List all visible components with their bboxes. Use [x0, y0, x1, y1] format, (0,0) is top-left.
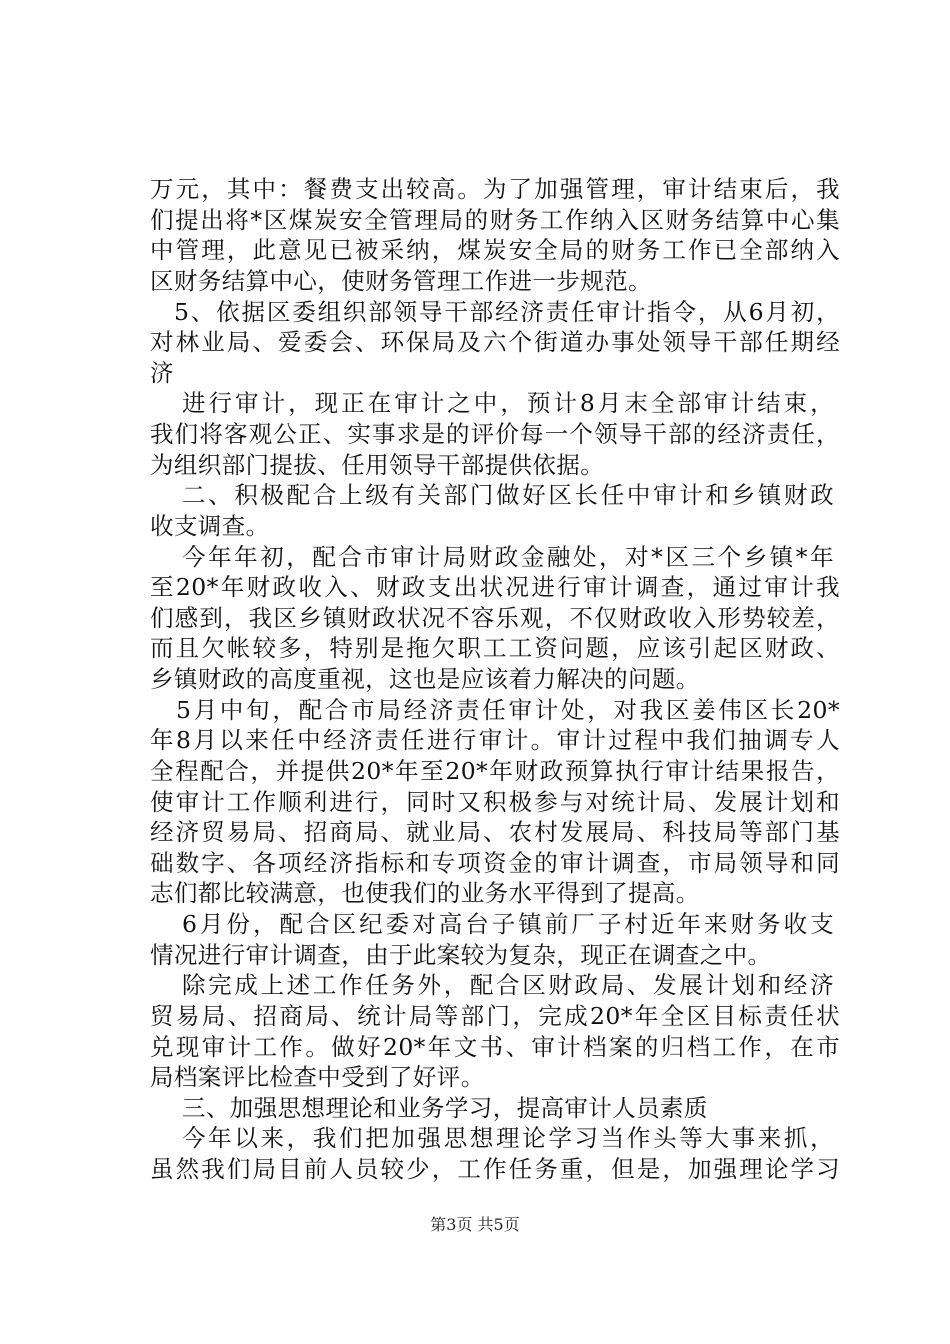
text-line: 兑现审计工作。做好20*年文书、审计档案的归档工作，在市	[150, 1033, 840, 1061]
text-line: 志们都比较满意，也使我们的业务水平得到了提高。	[150, 879, 700, 907]
text-line: 中管理，此意见已被采纳，煤炭安全局的财务工作已全部纳入	[150, 236, 840, 264]
text-line: 局档案评比检查中受到了好评。	[150, 1063, 485, 1091]
text-line: 使审计工作顺利进行，同时又积极参与对统计局、发展计划和	[150, 788, 840, 816]
text-line: 情况进行审计调查，由于此案较为复杂，现正在调查之中。	[150, 941, 772, 969]
text-line: 收支调查。	[150, 512, 270, 540]
text-line: 6月份，配合区纪委对高台子镇前厂子村近年来财务收支	[182, 910, 834, 938]
page-footer: 第3页 共5页	[430, 1215, 520, 1234]
text-line: 们提出将*区煤炭安全管理局的财务工作纳入区财务结算中心集	[150, 206, 840, 234]
text-line: 们感到，我区乡镇财政状况不容乐观，不仅财政收入形势较差，	[150, 604, 840, 632]
text-line: 全程配合，并提供20*年至20*年财政预算执行审计结果报告，	[150, 757, 840, 785]
text-line: 经济贸易局、招商局、就业局、农村发展局、科技局等部门基	[150, 818, 840, 846]
text-line: 5月中旬，配合市局经济责任审计处，对我区姜伟区长20*	[176, 696, 840, 724]
text-line: 5、依据区委组织部领导干部经济责任审计指令，从6月初，	[174, 298, 840, 326]
text-line: 区财务结算中心，使财务管理工作进一步规范。	[150, 267, 652, 295]
text-line: 我们将客观公正、实事求是的评价每一个领导干部的经济责任，	[150, 420, 840, 448]
text-line: 年8月以来任中经济责任进行审计。审计过程中我们抽调专人	[150, 726, 840, 754]
text-line: 今年以来，我们把加强思想理论学习当作头等大事来抓，	[182, 1124, 834, 1152]
text-line: 进行审计，现正在审计之中，预计8月末全部审计结束，	[182, 389, 834, 417]
text-line: 二、积极配合上级有关部门做好区长任中审计和乡镇财政	[182, 481, 834, 509]
text-line: 今年年初，配合市审计局财政金融处，对*区三个乡镇*年	[182, 543, 834, 571]
text-line: 虽然我们局目前人员较少，工作任务重，但是，加强理论学习	[150, 1155, 840, 1183]
text-line: 乡镇财政的高度重视，这也是应该着力解决的问题。	[150, 665, 700, 693]
text-line: 对林业局、爱委会、环保局及六个街道办事处领导干部任期经	[150, 328, 840, 356]
text-line: 为组织部门提拔、任用领导干部提供依据。	[150, 451, 605, 479]
text-line: 而且欠帐较多，特别是拖欠职工工资问题，应该引起区财政、	[150, 634, 840, 662]
text-line: 万元，其中：餐费支出较高。为了加强管理，审计结束后，我	[150, 175, 840, 203]
text-line: 至20*年财政收入、财政支出状况进行审计调查，通过审计我	[150, 573, 840, 601]
text-line: 除完成上述工作任务外，配合区财政局、发展计划和经济	[182, 971, 834, 999]
section-heading: 三、加强思想理论和业务学习，提高审计人员素质	[182, 1094, 708, 1122]
text-line: 济	[150, 359, 174, 387]
text-line: 础数字、各项经济指标和专项资金的审计调查，市局领导和同	[150, 849, 840, 877]
text-line: 贸易局、招商局、统计局等部门，完成20*年全区目标责任状	[150, 1002, 840, 1030]
